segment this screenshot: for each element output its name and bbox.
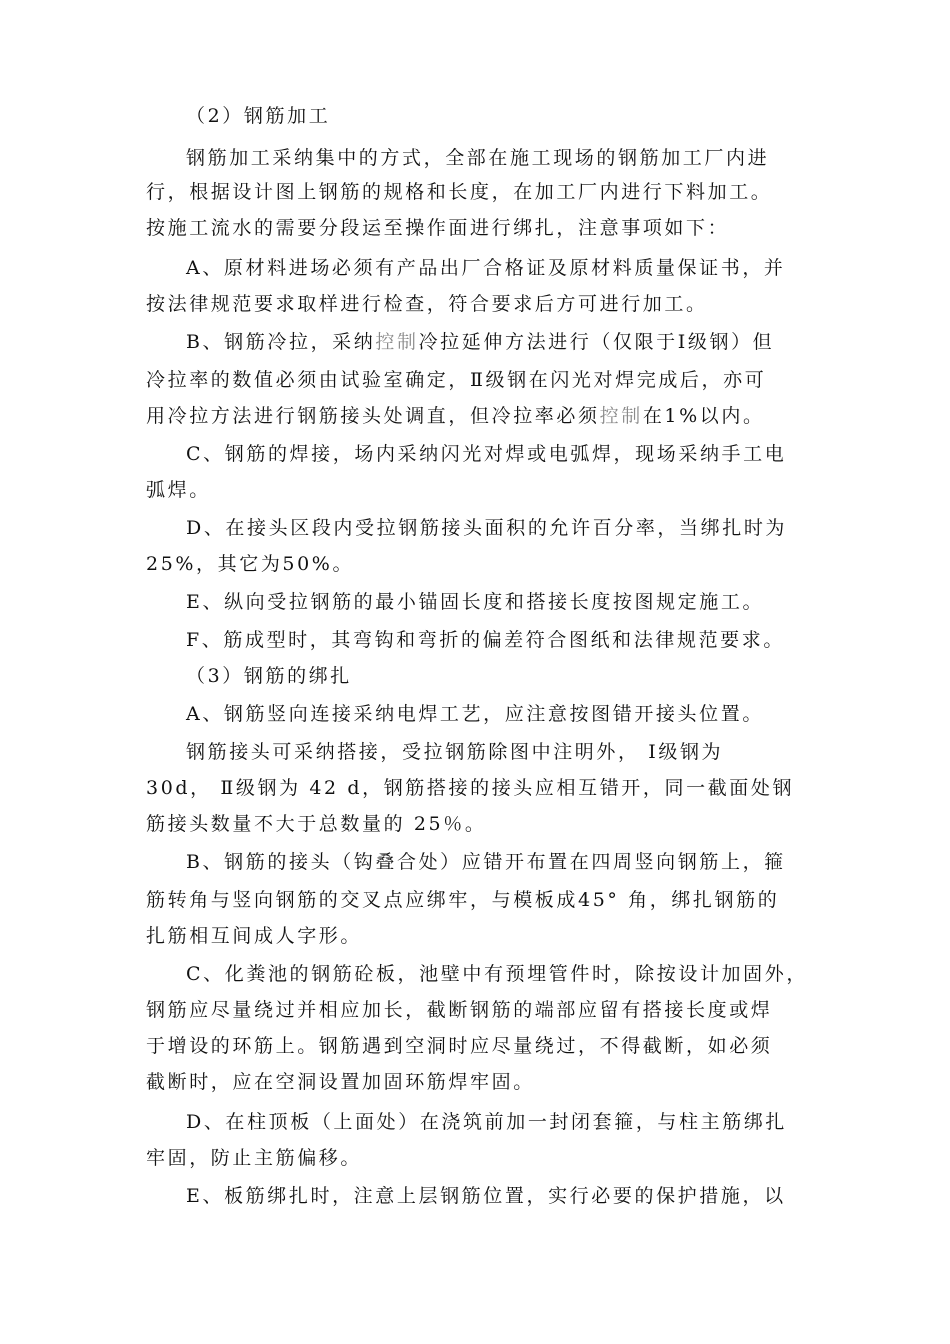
text-line: 于增设的环筋上。钢筋遇到空洞时应尽量绕过，不得截断，如必须 [146,1035,773,1057]
text-line: 钢筋加工采纳集中的方式，全部在施工现场的钢筋加工厂内进 [186,147,770,169]
text-line: 弧焊。 [146,479,211,501]
text-line [146,404,765,428]
text-line: E、纵向受拉钢筋的最小锚固长度和搭接长度按图规定施工。 [186,591,765,613]
text-line: 钢筋应尽量绕过并相应加长，截断钢筋的端部应留有搭接长度或焊 [146,999,773,1021]
text-line: （3）钢筋的绑扎 [186,665,352,687]
text-line: C、钢筋的焊接，场内采纳闪光对焊或电弧焊，现场采纳手工电 [186,443,787,465]
text-segment: 冷拉延伸方法进行（仅限于Ⅰ级钢）但 [418,331,775,353]
text-line: 行，根据设计图上钢筋的规格和长度，在加工厂内进行下料加工。 [146,181,773,203]
text-line: 按法律规范要求取样进行检查，符合要求后方可进行加工。 [146,293,708,315]
text-line [186,330,774,354]
text-line: 冷拉率的数值必须由试验室确定，Ⅱ级钢在闪光对焊完成后，亦可 [146,369,767,391]
text-line: 25%，其它为50%。 [146,553,355,575]
text-line: 按施工流水的需要分段运至操作面进行绑扎，注意事项如下： [146,217,730,239]
text-line: C、化粪池的钢筋砼板，池壁中有预埋管件时，除按设计加固外， [186,963,808,985]
text-line: 扎筋相互间成人字形。 [146,925,363,947]
text-line: F、筋成型时，其弯钩和弯折的偏差符合图纸和法律规范要求。 [186,629,785,651]
text-line: 钢筋接头可采纳搭接，受拉钢筋除图中注明外， Ⅰ级钢为 [186,741,724,763]
text-line: E、板筋绑扎时，注意上层钢筋位置，实行必要的保护措施，以 [186,1185,786,1207]
text-segment: B、钢筋冷拉，采纳 [186,331,376,353]
text-line: 牢固，防止主筋偏移。 [146,1147,363,1169]
text-segment: 在1%以内。 [642,405,765,427]
muted-text: 控制 [375,331,419,353]
text-line: 筋接头数量不大于总数量的 25％。 [146,813,487,835]
text-line: D、在接头区段内受拉钢筋接头面积的允许百分率，当绑扎时为 [186,517,788,539]
text-line: B、钢筋的接头（钩叠合处）应错开布置在四周竖向钢筋上，箍 [186,851,786,873]
text-line: 筋转角与竖向钢筋的交叉点应绑牢，与模板成45° 角，绑扎钢筋的 [146,889,780,911]
muted-text: 控制 [599,405,643,427]
text-line: A、原材料进场必须有产品出厂合格证及原材料质量保证书，并 [186,257,786,279]
text-line: 30d， Ⅱ级钢为 42 d，钢筋搭接的接头应相互错开，同一截面处钢 [146,777,795,799]
text-line: （2）钢筋加工 [186,105,331,127]
text-line: D、在柱顶板（上面处）在浇筑前加一封闭套箍，与柱主筋绑扎 [186,1111,788,1133]
text-line: 截断时，应在空洞设置加固环筋焊牢固。 [146,1071,535,1093]
text-line: A、钢筋竖向连接采纳电焊工艺，应注意按图错开接头位置。 [186,703,764,725]
text-segment: 用冷拉方法进行钢筋接头处调直，但冷拉率必须 [146,405,600,427]
